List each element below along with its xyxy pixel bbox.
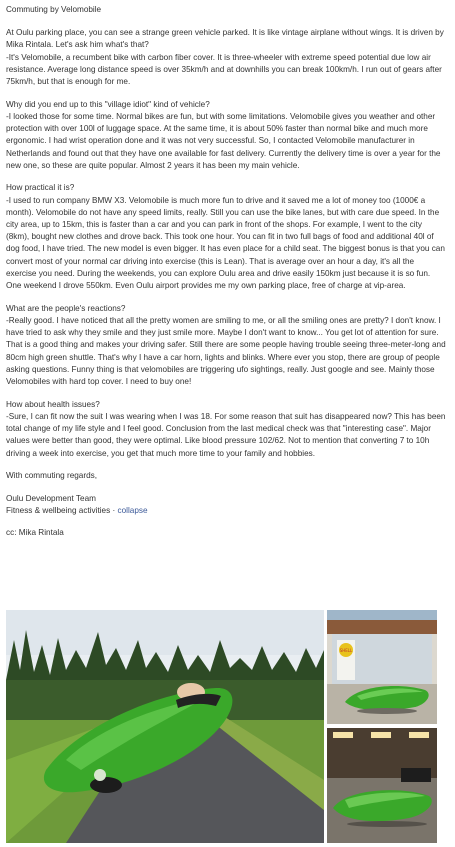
cc-line bbox=[6, 527, 446, 539]
velomobile-parked-image bbox=[327, 610, 437, 724]
signature-separator: · bbox=[110, 506, 118, 516]
post-body bbox=[6, 4, 446, 540]
closing-line: With commuting regards, bbox=[6, 471, 98, 481]
paragraph-health: How about health issues? -Sure, I can fit now the suit I was wearing when I was 18. For some reason that suit has disappeared now? This has been total change of my life style and I feel good. Conclusion from the last medical check was that "interesting case". Major values were better than good, they were optimal. Like blood pressure 102/62. Not to mention that converting 7 to 10h driving a week into exercise, you get that much more time to your family and hobbies. bbox=[6, 399, 446, 458]
velomobile-parked-photo[interactable] bbox=[327, 610, 437, 724]
photo-gallery bbox=[6, 610, 446, 845]
signature-line bbox=[6, 505, 446, 517]
post-title: Commuting by Velomobile bbox=[6, 5, 102, 14]
paragraph-intro: At Oulu parking place, you can see a strange green vehicle parked. It is like vintage airplane without wings. It is driven by Mika Rintala. Let's ask him what's that? -It's Velomobile, a recumbent bike with carbon fiber cover. It is three-wheeler with extreme speed potential due low air resistance. Average long distance speed is over 35km/h and at downhills you can break 100km/h. I run out of gears after 75km/h, but that is enough for me. bbox=[6, 28, 444, 87]
signature-team: Oulu Development Team bbox=[6, 493, 96, 503]
paragraph-why: Why did you end up to this "village idiot" kind of vehicle? -I looked those for some time. Normal bikes are fun, but with some limitations. Velomobile gives you weather and other protection with over 100l of luggage space. At the same time, it is about 50% faster than normal bike and much more ergonomic. I had wrist operation done and it was not very successful. So, I contacted Velomobile manufacturer in Netherlands and found out that they have one available for fast delivery. Currently the delivery time is over a year for the new one, so these are quite popular. Almost 2 years it has been my main vehicle. bbox=[6, 99, 441, 170]
paragraph-reactions: What are the people's reactions? -Really good. I have noticed that all the pretty women are smiling to me, or all the smiling ones are pretty? I don't know. I have tried to ask why they smile and they just smile more. Maybe I don't want to know... You get lot of attention for sure. That is a good thing and makes your driving safer. Still there are some people having trouble seeing three-meter-long and 80cm high green shuttle. That's why I have a car horn, lights and blinks. Where ever you stop, there are group of people asking questions. Funny thing is that velomobiles are triggering ufo sightings, really. Just google and see. Mainly those Velomobiles with hard top cover. I need to buy one! bbox=[6, 303, 446, 386]
shell-sign-text: SHELL bbox=[339, 648, 353, 653]
paragraph-practical: How practical it is? -I used to run company BMW X3. Velomobile is much more fun to drive and it saved me a lot of money too (1000€ a month). Velomobile do not have any speed limits, really. Still you can use the bike lanes, but with care due speed. In the city area, up to 15km, this is faster than a car and you can park in front of the shops. For example, I went to the city (8km), bought new clothes and drove back. This took one hour. You can fit in two full bags of food and additional 40l of dog food, I have tried. The new model is even bigger. It has even place for a child seat. The biggest bonus is that you can convert most of your normal car driving into exercise (this is Lean). That is average over an hour a day, it's all the exercise you need. During the weekends, you can explore Oulu area and drive easily 150km just because it is so fun. One weekend I drove 550km. Even Oulu airport provides me my own parking place, free of charge at vip-area. bbox=[6, 183, 445, 291]
velomobile-road-image bbox=[6, 610, 324, 843]
velomobile-garage-image bbox=[327, 728, 437, 843]
cc-label: cc: bbox=[6, 528, 19, 538]
cc-name: Mika Rintala bbox=[18, 528, 64, 538]
velomobile-garage-photo[interactable] bbox=[327, 728, 437, 843]
velomobile-road-photo[interactable] bbox=[6, 610, 324, 843]
signature-group: Fitness & wellbeing activities bbox=[6, 506, 111, 516]
collapse-link[interactable]: collapse bbox=[117, 506, 148, 516]
